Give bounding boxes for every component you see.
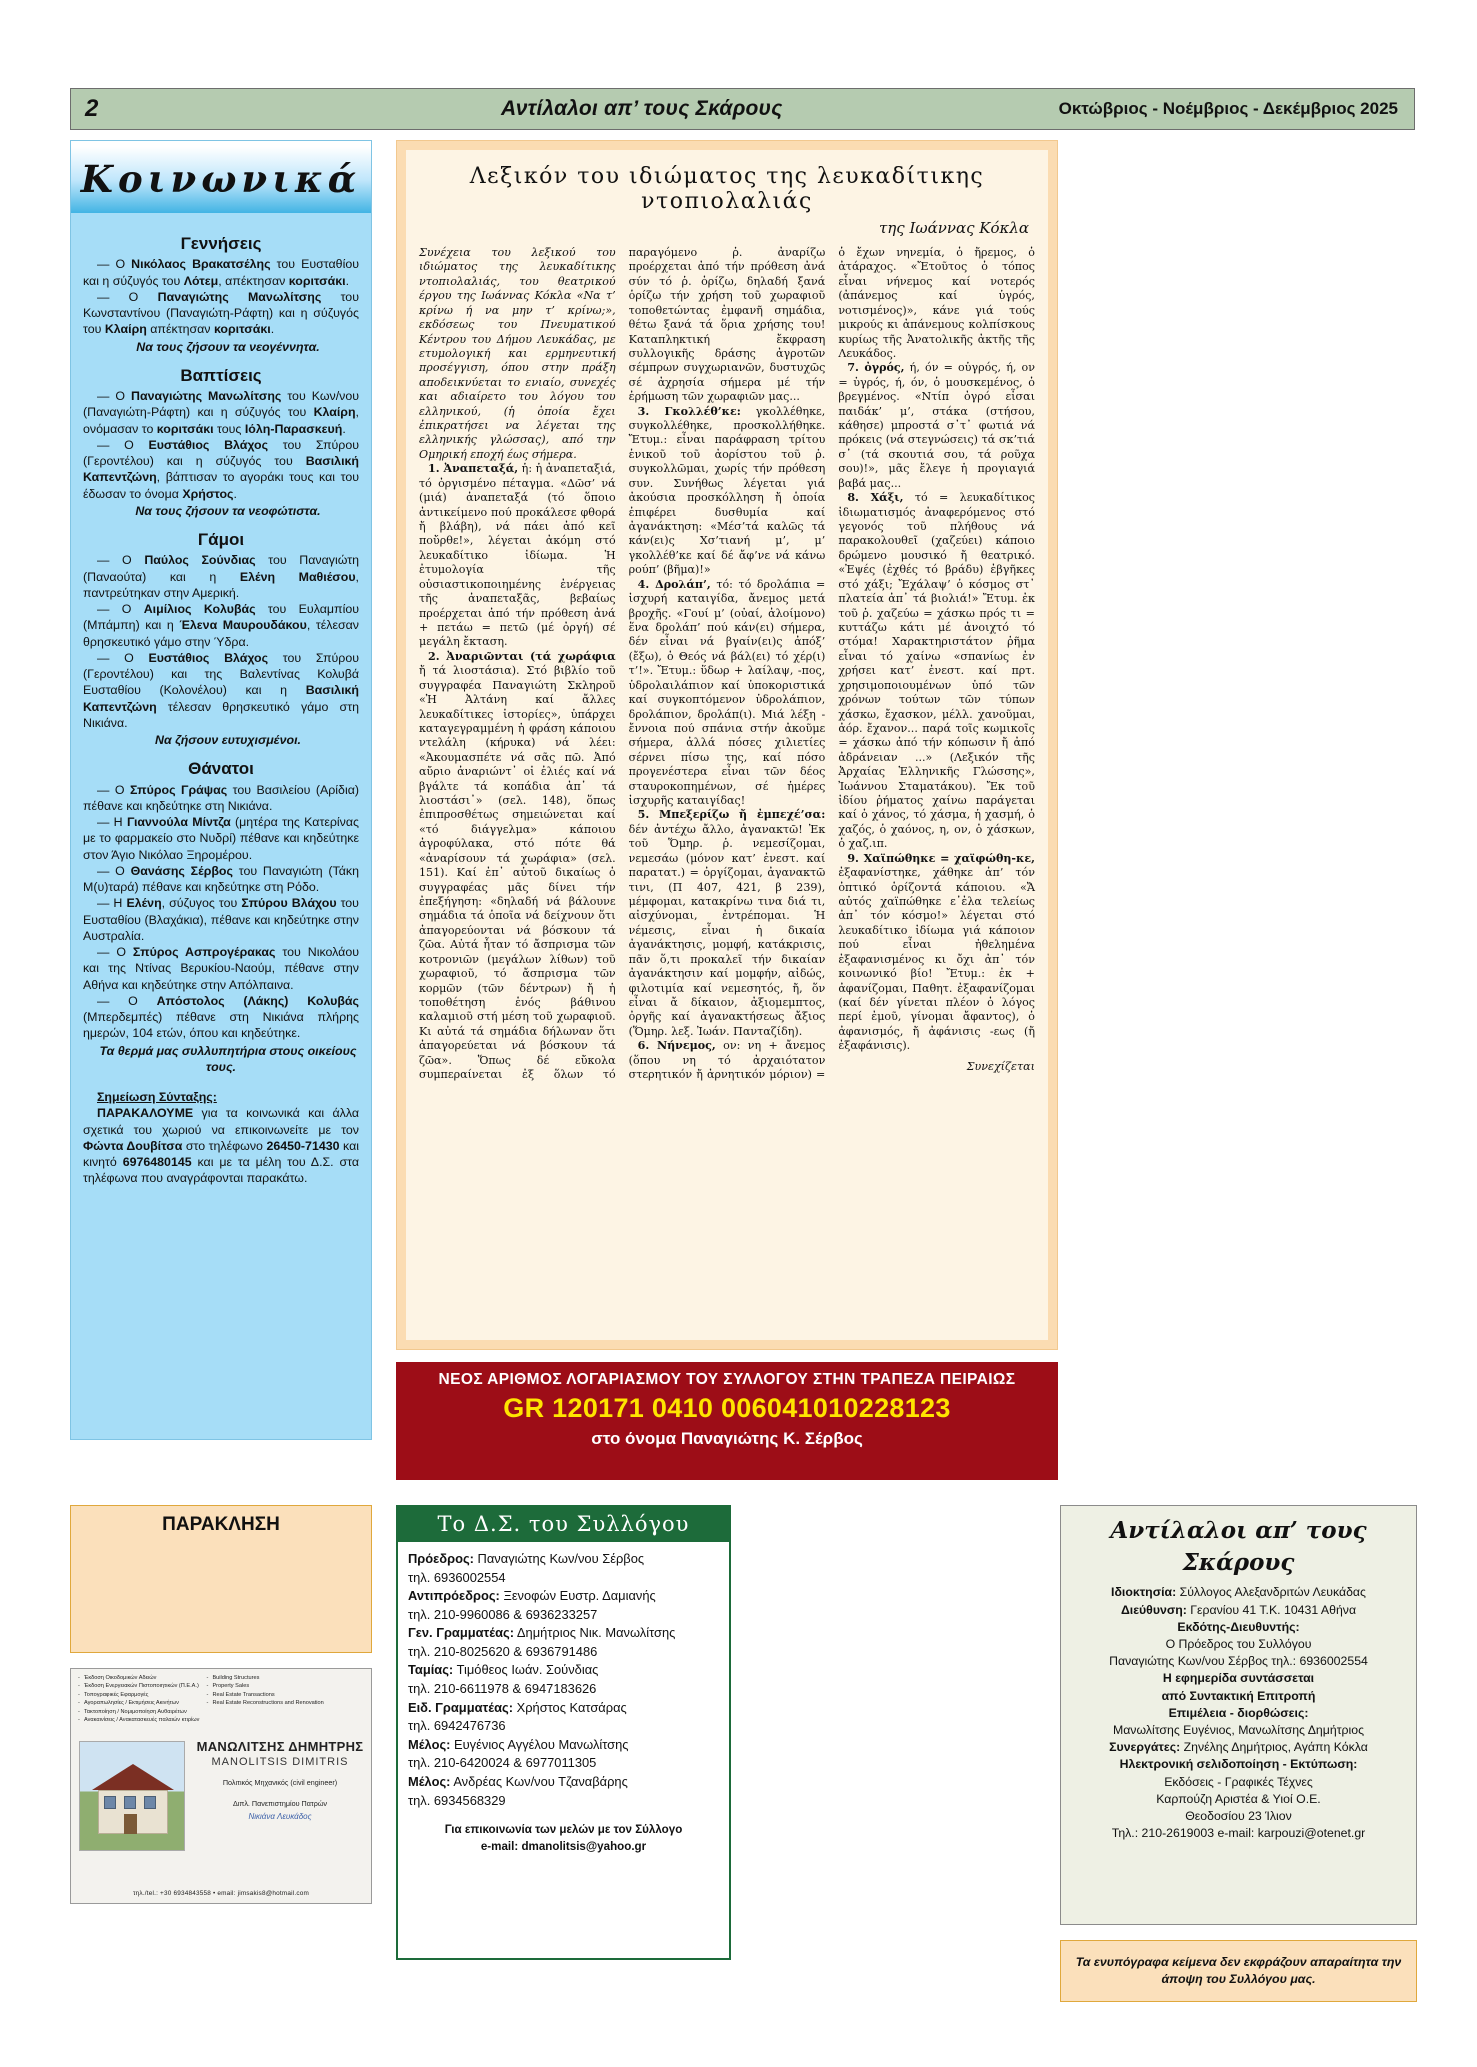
advert-location: Νικιάνα Λευκάδος	[248, 1812, 312, 1822]
social-entry: — Η Ελένη, σύζυγος του Σπύρου Βλάχου του Ευσταθίου (Βλαχάκια), πέθανε και κηδεύτηκε στην Αυστραλία.	[83, 896, 359, 943]
lexicon-entry: 7. ὀγρός, ή, όν = οὑγρός, ή, ον = ὑγρός, ή, όν, ὁ μουσκεμένος, ὁ βρεγμένος. «Ντίπ ὀγρό εἶσαι παιδάκ’ μ’, στάκα (στήσου, κάθησε) μπροστά σ᾽τ᾽ φωτιά νά πρόκεις (νά στεγνώσεις) τά σκ’τιά σ᾽ (τά σκουτιά σου, τά ροῦχα σου)!», μᾶς ἔλεγε ἡ προγιαγιά βαβά μας...	[838, 361, 1035, 490]
collaborators-label: Συνεργάτες:	[1109, 1740, 1181, 1755]
advert-service-item: - Ανακαινίσεις / Ανακατασκευές παλαιών κτιρίων	[84, 1716, 199, 1724]
advert-contact: τηλ./tel.: +30 6934843558 • email: jimsakis8@hotmail.com	[132, 1890, 310, 1897]
board-member-role: Αντιπρόεδρος:	[408, 1588, 500, 1604]
page-running-head	[70, 88, 1415, 130]
advert-name-gr: ΜΑΝΩΛΙΤΣΗΣ ΔΗΜΗΤΡΗΣ	[196, 1739, 364, 1754]
masthead-info-row	[1069, 1584, 1408, 1601]
social-body	[71, 213, 371, 1201]
advert-service-item: - Real Estate Transactions	[212, 1691, 323, 1699]
editing-heading: Επιμέλεια - διορθώσεις:	[1168, 1705, 1309, 1720]
masthead-info-value: Σύλλογος Αλεξανδριτών Λευκάδας	[1179, 1585, 1366, 1600]
board-member-role: Πρόεδρος:	[408, 1551, 474, 1566]
social-entry: — Ο Ευστάθιος Βλάχος του Σπύρου (Γεροντέλου) και η σύζυγός του Βασιλική Καπεντζώνη, βάπτισαν το αγοράκι τους και του έδωσαν το όνομα Χρήστος.	[83, 437, 359, 501]
social-section-wish: Τα θερμά μας συλλυπητήρια στους οικείους τους.	[99, 1043, 357, 1074]
lexicon-intro: Συνέχεια του λεξικού του ιδιώματος της λευκαδίτικης ντοπιολαλιάς, του θεατρικού έργου της Ιωάννας Κόκλα «Να τ’ κρίνω ή να μην τ’ κρίνω;», εκδόσεως του Πνευματικού Κέντρου του Δήμου Λευκάδας, με ετυμολογική και ερμηνευτική προσέγγιση, όπου στην πράξη αποδεικνύεται το ενιαίο, συνεχές και αδιαίρετο του λόγου του ελληνικού, (ἡ ὁποία ἔχει ἐπικρατήσει να λέγεται της ελληνικής γλώσσας), από την Ομηρική εποχή έως σήμερα.	[419, 246, 616, 461]
board-heading: Το Δ.Σ. του Συλλόγου	[398, 1507, 729, 1542]
print-line1: Εκδόσεις - Γραφικές Τέχνες	[1164, 1774, 1313, 1789]
house-window-icon	[124, 1796, 136, 1809]
advert-service-item: - Τοπογραφικές Εφαρμογές	[84, 1691, 199, 1699]
board-member-role: Ειδ. Γραμματέας:	[408, 1699, 513, 1715]
board-member-name: Δημήτριος Νικ. Μανωλίτσης	[516, 1625, 676, 1641]
publisher-heading: Εκδότης-Διευθυντής:	[1177, 1619, 1300, 1634]
social-entry: — Ο Νικόλαος Βρακατσέλης του Ευσταθίου και η σύζυγός του Λότεμ, απέκτησαν κοριτσάκι.	[83, 257, 359, 288]
issue-date: Οκτώβριος - Νοέμβριος - Δεκέμβριος 2025	[1058, 99, 1398, 118]
social-entry: — Ο Σπύρος Γράψας του Βασιλείου (Αρίδια) πέθανε και κηδεύτηκε στη Νικιάνα.	[83, 782, 359, 813]
bank-account-banner	[396, 1362, 1058, 1480]
advert-service-item: - Έκδοση Οικοδομικών Αδειών	[84, 1674, 199, 1682]
board-member-role: Μέλος:	[408, 1773, 451, 1789]
social-section-wish: Να τους ζήσουν τα νεογέννητα.	[136, 339, 320, 354]
advert-services-gr	[77, 1674, 199, 1724]
board-member-phone: τηλ. 210-6420024 & 6977011305	[408, 1755, 597, 1771]
advert-service-item: - Αγοραπωλησίες / Εκτιμήσεις Ακινήτων	[84, 1699, 199, 1707]
social-section-heading: Βαπτίσεις	[180, 365, 262, 385]
board-member-name: Παναγιώτης Κων/νου Σέρβος	[477, 1551, 645, 1566]
board-member-phone: τηλ. 210-8025620 & 6936791486	[408, 1643, 598, 1659]
board-member	[408, 1624, 719, 1661]
board-member-name: Ξενοφών Ευστρ. Δαμιανής	[503, 1588, 656, 1604]
advertisement-engineer	[70, 1668, 372, 1904]
committee-line2: από Συντακτική Επιτροπή	[1161, 1688, 1316, 1703]
advert-degree: Διπλ. Πανεπιστημίου Πατρών	[232, 1798, 328, 1808]
social-entry: — Ο Αιμίλιος Κολυβάς του Ευλαμπίου (Μπάμπη) και η Έλενα Μαυρουδάκου, τέλεσαν θρησκευτικό γάμο στην Ύδρα.	[83, 602, 359, 649]
social-entry: — Ο Θανάσης Σέρβος του Παναγιώτη (Τάκη Μ(υ)ταρά) πέθανε και κηδεύτηκε στη Ρόδο.	[83, 863, 359, 895]
lexicon-entry: 3. Γκολλέθ’κε: γκολλέθηκε, συγκολλέθηκε, προσκολλήθηκε. Ἔτυμ.: εἶναι παράφραση τρίτου ἑνικοῦ τοῦ ἀορίστου τοῦ ῥ. συγκολλῶμαι, χωρίς τήν πρόθεση συν. Συνήθως λέγεται γιά ἀκούσια προσκόλληση ἤ ὁποία ἐπιφέρει δυσθυμία καί ἀγανάκτηση: «Μέσ’τά καλῶς τά κάν(ει)ς Χσ’τιανή μ’, μ’ γκολλέθ’κε καί δέ ἄφ’νε νά κάνω ρούπ’ (βῆμα)!»	[628, 404, 826, 577]
house-window-icon	[104, 1796, 116, 1809]
disclaimer-box	[1060, 1940, 1417, 2002]
lexicon-entry: 8. Χάξι, τό = λευκαδίτικος ἰδιωματισμός ἀναφερόμενος στό γεγονός τοῦ πλήθους νά παρακολουθεῖ (χαζεύει) κάποιο δρώμενο μουσικό ἤ θεατρικό. «Ἐψές (ἐχθές τό βράδυ) ἐβγῆκες στό χάξι; Ἔχάλαψ’ ὁ κόσμος στ᾽ πλατεία ἀπ᾽ τά βιολιά!» Ἔτυμ. ἐκ τοῦ ῥ. χαζεύω = χάσκω πρός τι = κυττάζω κάτι μέ ἀνοιχτό τό στόμα! Χαρακτηριστάτον ῥῆμα εἶναι τό χαίνω «σπανίως ἐν χρήσει κατ’ ἐνεστ. καί πρτ. χρησιμοποιουμένων ὑπό τῶν χρόνων τούτων τῶν τύπων χάσκω, ἔχασκον, μέλλ. χανοῦμαι, ἀόρ. ἔχανον... παρά τοῖς κωμικοῖς = χάσκω ἀπό τήν κόπωσιν ἤ ἀπό ἀδράνειαν ...» (Λεξικόν τῆς Ἀρχαίας Ἑλληνικῆς Γλώσσης», Ἰωάννου Σταματάκου). Ἔκ τοῦ ἰδίου ῥήματος χαίνω παράγεται καί ὁ χάνος, τό χάσμα, ἡ χασμή, ὁ χαζός, ὁ χαόνος, η, ον, ὁ χάσκων, ὁ χαζ.ιπ.	[838, 491, 1035, 851]
house-roof-shape	[92, 1764, 174, 1790]
social-entry: — Ο Παναγιώτης Μανωλίτσης του Κων/νου (Παναγιώτη-Ράφτη) και η σύζυγός του Κλαίρη, ονόμασαν το κοριτσάκι τους Ιόλη-Παρασκευή.	[83, 389, 359, 436]
board-member-phone: τηλ. 6942476736	[408, 1718, 506, 1734]
page-number: 2	[85, 95, 99, 122]
masthead-box	[1060, 1505, 1417, 1925]
collaborators-names: Ζηνέλης Δημήτριος, Αγάπη Κόκλα	[1183, 1740, 1368, 1755]
lexicon-author: της Ιωάννας Κόκλα	[879, 219, 1029, 237]
social-banner	[71, 141, 371, 213]
social-entry: — Ο Παναγιώτης Μανωλίτσης του Κωνσταντίνου (Παναγιώτη-Ράφτη) και η σύζυγός του Κλαίρη απέκτησαν κοριτσάκι.	[83, 289, 359, 337]
advert-service-item: - Real Estate Reconstructions and Renovation	[212, 1699, 323, 1707]
lexicon-inner	[406, 150, 1048, 1340]
advert-service-item: - Τακτοποίηση / Νομιμοποίηση Αυθαιρέτων	[84, 1708, 199, 1716]
advert-service-item: - Building Structures	[212, 1674, 323, 1682]
lexicon-entry: 4. Δρολάπ’, τό: τό δρολάπια = ἰσχυρή καταιγίδα, ἄνεμος μετά βροχῆς. «Γουί μ’ (οὐαί, ἀλοίμονο) ἕνα δρολάπ’ πού κάν(ει) σήμερα, δέν εἶναι νά βγαίν(ει)ς ἀπόξ’ (ἔξω), ὁ Θεός νά βάλ(ει) τό χέρ(ι) τ’!». Ἔτυμ.: ὕδωρ + λαίλαψ, -πος, ὑδρολαιλάπιον καί ὑποκοριστικά καί συγκοπτόμενον ὑδρολάπιον, δρολάπιον, δρολάπ(ι). Μιά λέξη - ἔννοια πού σπάνια στήν ἀκοῦμε σήμερα, ἀλλά πόσες χιλιετίες σέρνει πίσω της, καί πόσο προγενέστερα εἶναι τῶν δέος σταυροκοπημένων, σέ ἡμέρες ἰσχυρῆς καταιγίδας!	[628, 577, 826, 808]
advert-service-item: - Έκδοση Ενεργειακών Πιστοποιητικών (Π.Ε.Α.)	[84, 1682, 199, 1690]
publisher-line2: Παναγιώτης Κων/νου Σέρβος τηλ.: 6936002554	[1109, 1654, 1368, 1669]
advert-services-en	[205, 1674, 323, 1724]
board-member-name: Τιμόθεος Ιωάν. Σούνδιας	[456, 1662, 599, 1678]
board-member-role: Μέλος:	[408, 1736, 451, 1752]
advert-name-en: MANOLITSIS DIMITRIS	[211, 1756, 349, 1768]
lexicon-entry: 1. Ἀναπεταξά, ἡ: ἡ ἀναπεταξιά, τό ὀργισμένο πέταγμα. «Δῶσ’ νά (μιά) ἀναπεταξά (τό ὅποιο ἀντικείμενο πού προκάλεσε φθορά ἤ βλάβη), νά πάει ἀπό κεῖ ποὔρθε!», λέγεται ἀκόμη στό λευκαδίτικο ἰδίωμα. Ἡ ἐτυμολογία τῆς οὐσιαστικοποιημένης ἐνέργειας τῆς ἀναπεταξᾶς, βεβαίως προέρχεται ἀπό τήν πρόθεση ἀνά + πετάω = πετῶ (μέ ὀργή) σέ μεγάλη ἔκταση.	[419, 462, 616, 649]
social-section-wish: Να τους ζήσουν τα νεοφώτιστα.	[135, 503, 321, 518]
social-section-wish: Να ζήσουν ευτυχισμένοι.	[155, 733, 301, 748]
social-entry: — Ο Απόστολος (Λάκης) Κολυβάς (Μπερδεμπές) πέθανε στη Νικιάνα πλήρης ημερών, 104 ετών, όπου και κηδεύτηκε.	[83, 993, 359, 1041]
board-member	[408, 1699, 719, 1736]
print-heading: Ηλεκτρονική σελιδοποίηση - Εκτύπωση:	[1119, 1757, 1358, 1772]
masthead-info-label: Ιδιοκτησία:	[1111, 1585, 1177, 1600]
board-member-phone: τηλ. 210-9960086 & 6936233257	[408, 1606, 598, 1622]
board-member	[408, 1550, 719, 1587]
bank-banner-line1: ΝΕΟΣ ΑΡΙΘΜΟΣ ΛΟΓΑΡΙΑΣΜΟΥ ΤΟΥ ΣΥΛΛΟΓΟΥ ΣΤΗΝ ΤΡΑΠΕΖΑ ΠΕΙΡΑΙΩΣ	[438, 1371, 1016, 1388]
social-entry: — Ο Ευστάθιος Βλάχος του Σπύρου (Γεροντέλου) και της Βαλεντίνας Κολυβά Ευσταθίου (Κολονέλου) και η Βασιλική Καπεντζώνη τέλεσαν θρησκευτικό γάμο στη Νικιάνα.	[83, 650, 359, 730]
committee-line1: Η εφημερίδα συντάσσεται	[1162, 1671, 1315, 1686]
board-footer-line1: Για επικοινωνία των μελών με τον Σύλλογο	[444, 1823, 683, 1837]
lexicon-columns	[419, 246, 1035, 1286]
board-member-phone: τηλ. 6936002554	[408, 1569, 506, 1585]
publisher-line1: Ο Πρόεδρος του Συλλόγου	[1165, 1636, 1312, 1651]
board-of-directors-box	[396, 1505, 731, 1960]
board-member-role: Γεν. Γραμματέας:	[408, 1625, 515, 1641]
social-banner-title: Κοινωνικά	[80, 157, 362, 201]
plea-heading: ΠΑΡΑΚΛΗΣΗ	[162, 1514, 280, 1535]
board-member-name: Ανδρέας Κων/νου Τζαναβάρης	[453, 1773, 628, 1789]
social-sections	[83, 233, 359, 1075]
lexicon-title: Λεξικόν του ιδιώματος της λευκαδίτικης ντοπιολαλιάς	[469, 164, 985, 214]
board-member-name: Ευγένιος Αγγέλου Μανωλίτσης	[454, 1736, 629, 1752]
board-contact-footer	[398, 1818, 729, 1856]
social-news-column	[70, 140, 372, 1440]
masthead-rows	[1069, 1584, 1408, 1618]
advert-identity	[191, 1739, 369, 1821]
masthead-title: Αντίλαλοι απ’ τους Σκάρους	[1110, 1517, 1367, 1577]
advert-services	[71, 1669, 371, 1727]
house-window-icon	[144, 1796, 156, 1809]
board-members-list	[398, 1542, 729, 1818]
social-section-heading: Γάμοι	[197, 530, 245, 550]
lexicon-entry: 2. Ἀναριῶνται (τά χωράφια ἤ τά λιοστάσια). Στό βιβλίο τοῦ συγγραφέα Παναγιώτη Σκληροῦ «Ἡ Ἀλτάνη καί ἄλλες λευκαδίτικες ἱστορίες», ὑπάρχει καταγεγραμμένη ἡ φράση κάποιου ντελάλη (κήρυκα) νά λέει: «Ἀκουμασπέτε νά σᾶς πῶ. Ἀπό αὔριο ἀναριώντ᾽ οἱ ἐλιές καί νά βγάλτε τά κοπάδια ἀπ᾽ τά λιοστάσι᾽» (σελ. 148), ὅπως ἐπιπροσθέτως σημειώνεται καί «τό διάγγελμα» κάποιου ἀγροφύλακα, στό πότε θά «ἀναρίσουν τά χωράφια» (σελ. 151). Καί ἐπ᾽ αὐτοῦ δικαίως ὁ συγγραφέας μᾶς δίνει τήν ἐπεξήγηση: «δηλαδή νά βάλουνε σημάδια τά ὁποῖα νά δείχνουν ὅτι ἀπαγορεύονται νά βόσκουν τά ζῶα. Αὐτά ἦταν τό ἄσπρισμα τῶν κοτρονιῶν (μεγάλων λίθων) τοῦ χωραφιοῦ, τό ἄσπρισμα τῶν κορμῶν (τῶν δέντρων) ἤ ἡ τοποθέτηση ἑνός βάθινου καλαμιοῦ στή μέση τοῦ χωραφιοῦ. Κι αὐτά τά σημάδια δήλωναν ὅτι ἀπαγορεύεται νά βόσκουν τά ζῶα». Ὅπως δέ εὔκολα συμπεραίνεται ἐξ ὅλων τό παραγόμενο ῥ. ἀναρίζω προέρχεται ἀπό τήν πρόθεση ἀνά σύν τό ῥ. ὁρίζω, δηλαδή ξανά ὁρίζω τήν χρήση τοῦ χωραφιοῦ τοποθετώντας ἐμφανῆ σημάδια, θέτω ξανά τά ὅρια χρήσης του! Καταπληκτική ἔκφραση συλλογικῆς δράσης ἀγροτῶν σέμπρων συγχωριανῶν, δυστυχῶς σέ ἀχρησία σήμερα μέ τήν ἐρήμωση τῶν χωραφιῶν μας...	[419, 246, 826, 1082]
advert-house-illustration	[79, 1741, 185, 1851]
print-line2: Καρπούζη Αριστέα & Υιοί Ο.Ε.	[1156, 1791, 1321, 1806]
board-member-name: Χρήστος Κατσάρας	[516, 1699, 627, 1715]
editorial-note-text: ΠΑΡΑΚΑΛΟΥΜΕ για τα κοινωνικά και άλλα σχετικά του χωριού να επικοινωνείτε με τον Φώντα Δουβίτσα στο τηλέφωνο 26450-71430 και κινητό 6976480145 και με τα μέλη του Δ.Σ. στα τηλέφωνα που αναγράφονται παρακάτω.	[83, 1106, 360, 1186]
board-member-phone: τηλ. 6934568329	[408, 1792, 506, 1808]
bank-account-holder: στο όνομα Παναγιώτης Κ. Σέρβος	[591, 1429, 863, 1448]
bank-iban: GR 120171 0410 006041010228123	[503, 1393, 951, 1423]
social-section-heading: Θάνατοι	[188, 759, 254, 779]
masthead-info-value: Γερανίου 41 Τ.Κ. 10431 Αθήνα	[1190, 1602, 1357, 1617]
board-member	[408, 1661, 719, 1698]
lexicon-panel	[396, 140, 1058, 1350]
board-member-role: Ταμίας:	[408, 1662, 454, 1678]
board-member	[408, 1773, 719, 1810]
lexicon-entry: 9. Χαϊπώθηκε = χαϊφώθη-κε, ἐξαφανίστηκε, χάθηκε ἀπ’ τόν ὀπτικό ὁρίζοντά κάποιου. «Ἄ αὐτός χαϊπώθηκε ε᾽ἐλα τελείως ἀπ᾽ τόν κόσμο!» λέγεται στό λευκαδίτικο ἰδίωμα γιά κάποιον πού εἶναι ἠθελημένα ἐξαφανισμένος κι ὄχι ἀπ᾽ τόν κοινωνικό βίο! Ἔτυμ.: ἐκ + ἀφανίζομαι, Παθητ. ἐξαφανίζομαι (καί δέν γίνεται πλέον ὁ λόγος περί ἐμοῦ, γίνομαι ἄφαντος), ὁ ἀφανισμός, ἤ ἀφάνισις -εως (ἤ ἐξαφάνισις).	[838, 851, 1035, 1053]
social-entry: — Η Γιαννούλα Μίντζα (μητέρα της Κατερίνας με το φαρμακείο στο Νυδρί) πέθανε και κηδεύτηκε στον Άγιο Νικόλαο Ξηρομέρου.	[83, 815, 359, 862]
board-member	[408, 1736, 719, 1773]
advert-profession: Πολιτικός Μηχανικός (civil engineer)	[222, 1778, 338, 1787]
masthead-info-label: Διεύθυνση:	[1120, 1602, 1187, 1617]
collaborators-row	[1069, 1739, 1408, 1756]
disclaimer-text: Τα ενυπόγραφα κείμενα δεν εκφράζουν απαραίτητα την άποψη του Συλλόγου μας.	[1075, 1955, 1402, 1986]
editing-names: Μανωλίτσης Ευγένιος, Μανωλίτσης Δημήτριος	[1112, 1723, 1365, 1737]
social-section-heading: Γεννήσεις	[180, 234, 262, 253]
paper-name: Αντίλαλοι απ’ τους Σκάρους	[501, 97, 783, 120]
social-entry: — Ο Σπύρος Ασπρογέρακας του Νικολάου και της Ντίνας Βερυκίου-Ναούμ, πέθανε στην Αθήνα και κηδεύτηκε στην Απόλπαινα.	[83, 945, 359, 992]
social-entry: — Ο Παύλος Σούνδιας του Παναγιώτη (Παναούτα) και η Ελένη Μαθιέσου, παντρεύτηκαν στην Αμερική.	[83, 553, 359, 600]
print-line4: Τηλ.: 210-2619003 e-mail: karpouzi@otenet.gr	[1111, 1826, 1366, 1841]
print-line3: Θεοδοσίου 23 Ίλιον	[1185, 1809, 1292, 1824]
lexicon-entry: 5. Μπεξερίζω ἤ ἐμπεχέ’σα: δέν ἀντέχω ἄλλο, ἀγανακτῶ! Ἐκ τοῦ Ὅμηρ. ῥ. νεμεσίζομαι, νεμεσάω (μόνον κατ’ ἐνεστ. καί παρατατ.) = ὀργίζομαι, ἀγανακτῶ τινι, (Π 407, 421, β 239), μέμφομαι, κατακρίνω τινα διά τι, αἰσχύνομαι, ἐντρέπομαι. Ἡ νέμεσις, εἶναι ἡ δικαία ἀγανάκτησις, μομφή, κατάκρισις, πᾶν ὅ,τι προκαλεῖ τήν δικαίαν ἀγανάκτησιν καί μομφήν, αἰδώς, φιλοτιμία καί νεμεσητός, ἤ, ὅν εἶναι ἄ δίκαιον, ἀξιομεμπτος, ὀργῆς καί ἀγανακτήσεως ἄξιος (Ὅμηρ. λεξ. Ἰωάν. Πανταζίδη).	[628, 808, 826, 1038]
advert-service-item: - Property Sales	[212, 1682, 323, 1690]
plea-box	[70, 1505, 372, 1653]
board-footer-email[interactable]: e-mail: dmanolitsis@yahoo.gr	[480, 1839, 647, 1853]
board-member-phone: τηλ. 210-6611978 & 6947183626	[408, 1681, 597, 1697]
house-door-icon	[124, 1814, 137, 1834]
lexicon-continues: Συνεχίζεται	[966, 1059, 1035, 1073]
board-member	[408, 1587, 719, 1624]
lexicon-entry: 6. Νήνεμος, ον: νη + ἄνεμος (ὅπου νη τό ἀρχαιότατον στερητικόν ἤ ἀρνητικόν μόριον) = ὁ ἔχων νηνεμία, ὁ ἤρεμος, ὁ ἀτάραχος. «Ἔτοῦτος ὁ τόπος εἶναι νήνεμος καί νοτερός (ἀπάνεμος καί ὑγρός, νοτισμένος)», κάνε γιά τούς μικρούς κι ἀπάνεμους κολπίσκους κυρίως τῆς Ἀνατολικῆς ἀκτῆς τῆς Λευκάδος.	[628, 246, 1035, 1082]
masthead-info-row	[1069, 1602, 1408, 1619]
editorial-note-heading: Σημείωση Σύνταξης:	[97, 1090, 217, 1105]
